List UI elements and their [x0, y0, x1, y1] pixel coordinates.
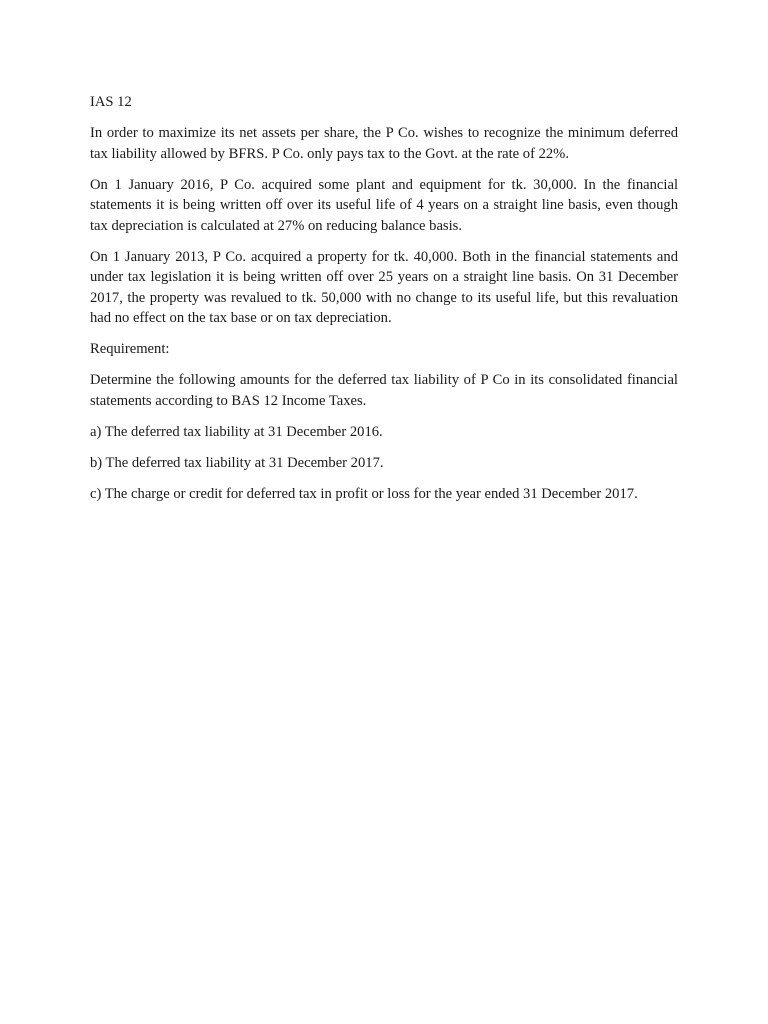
document-heading: IAS 12 — [90, 94, 132, 110]
requirement-item-c: c) The charge or credit for deferred tax in profit or loss for the year ended 31 December 2017. — [90, 485, 638, 502]
paragraph-property: On 1 January 2013, P Co. acquired a property for tk. 40,000. Both in the financial statements and under tax legislation it is being written off over 25 years on a straight line basis. On 31 December 2017, the property was revalued to tk. 50,000 with no change to its useful life, but this revaluation had no effect on the tax base or on tax depreciation. — [90, 248, 678, 326]
paragraph-plant-equipment: On 1 January 2016, P Co. acquired some plant and equipment for tk. 30,000. In the financial statements it is being written off over its useful life of 4 years on a straight line basis, even though tax depreciation is calculated at 27% on reducing balance basis. — [90, 176, 678, 234]
requirement-label: Requirement: — [90, 341, 170, 357]
paragraph-intro: In order to maximize its net assets per share, the P Co. wishes to recognize the minimum deferred tax liability allowed by BFRS. P Co. only pays tax to the Govt. at the rate of 22%. — [90, 125, 678, 162]
requirement-item-a: a) The deferred tax liability at 31 December 2016. — [90, 423, 383, 440]
requirement-item-b: b) The deferred tax liability at 31 December 2017. — [90, 454, 384, 471]
document-body — [90, 92, 678, 515]
requirement-text: Determine the following amounts for the deferred tax liability of P Co in its consolidated financial statements according to BAS 12 Income Taxes. — [90, 372, 678, 409]
